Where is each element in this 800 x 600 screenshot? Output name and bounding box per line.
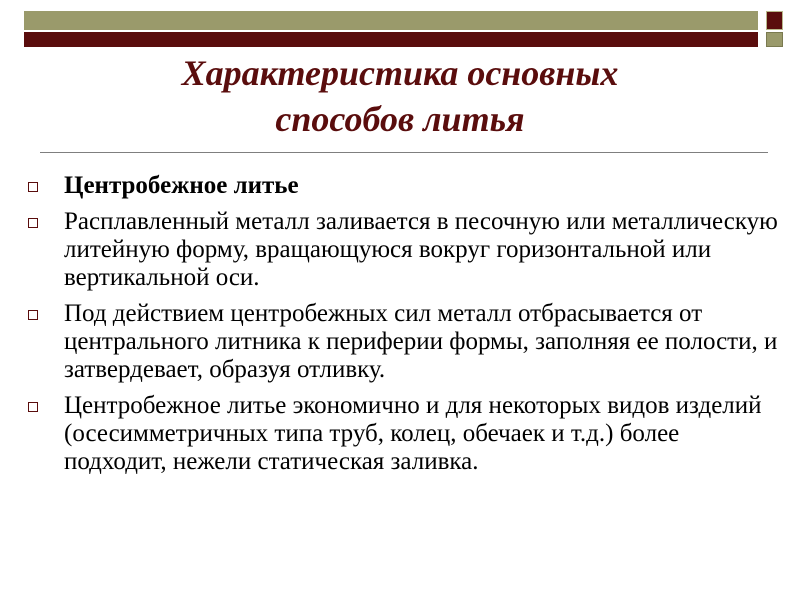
title-divider (40, 152, 768, 153)
bullet-item-2 (24, 208, 784, 292)
slide-title-line-1: Характеристика основных (181, 53, 619, 93)
bullet-text-2: Расплавленный металл заливается в песочную или металлическую литейную форму, вращающуюся вокруг горизонтальной или вертикальной оси. (64, 208, 778, 291)
bullet-item-3 (24, 300, 784, 384)
bullet-text-3: Под действием центробежных сил металл отбрасывается от центрального литника к периферии формы, заполняя ее полости, и затвердевает, образуя отливку. (64, 300, 778, 383)
header-square-maroon (766, 11, 783, 30)
bullet-text-1: Центробежное литье (64, 172, 299, 199)
bullet-text-4: Центробежное литье экономично и для некоторых видов изделий (осесимметричных типа труб, колец, обечаек и т.д.) более подходит, нежели статическая заливка. (64, 392, 762, 475)
header-bar-olive (24, 11, 758, 30)
hollow-square-icon (28, 310, 38, 320)
bullet-list (24, 172, 784, 484)
slide-title (60, 50, 740, 142)
bullet-item-1 (24, 172, 784, 200)
header-square-olive (766, 32, 783, 47)
header-bar-maroon (24, 32, 758, 47)
hollow-square-icon (28, 218, 38, 228)
bullet-item-4 (24, 392, 784, 476)
slide-title-line-2: способов литья (275, 99, 525, 139)
hollow-square-icon (28, 182, 38, 192)
hollow-square-icon (28, 402, 38, 412)
